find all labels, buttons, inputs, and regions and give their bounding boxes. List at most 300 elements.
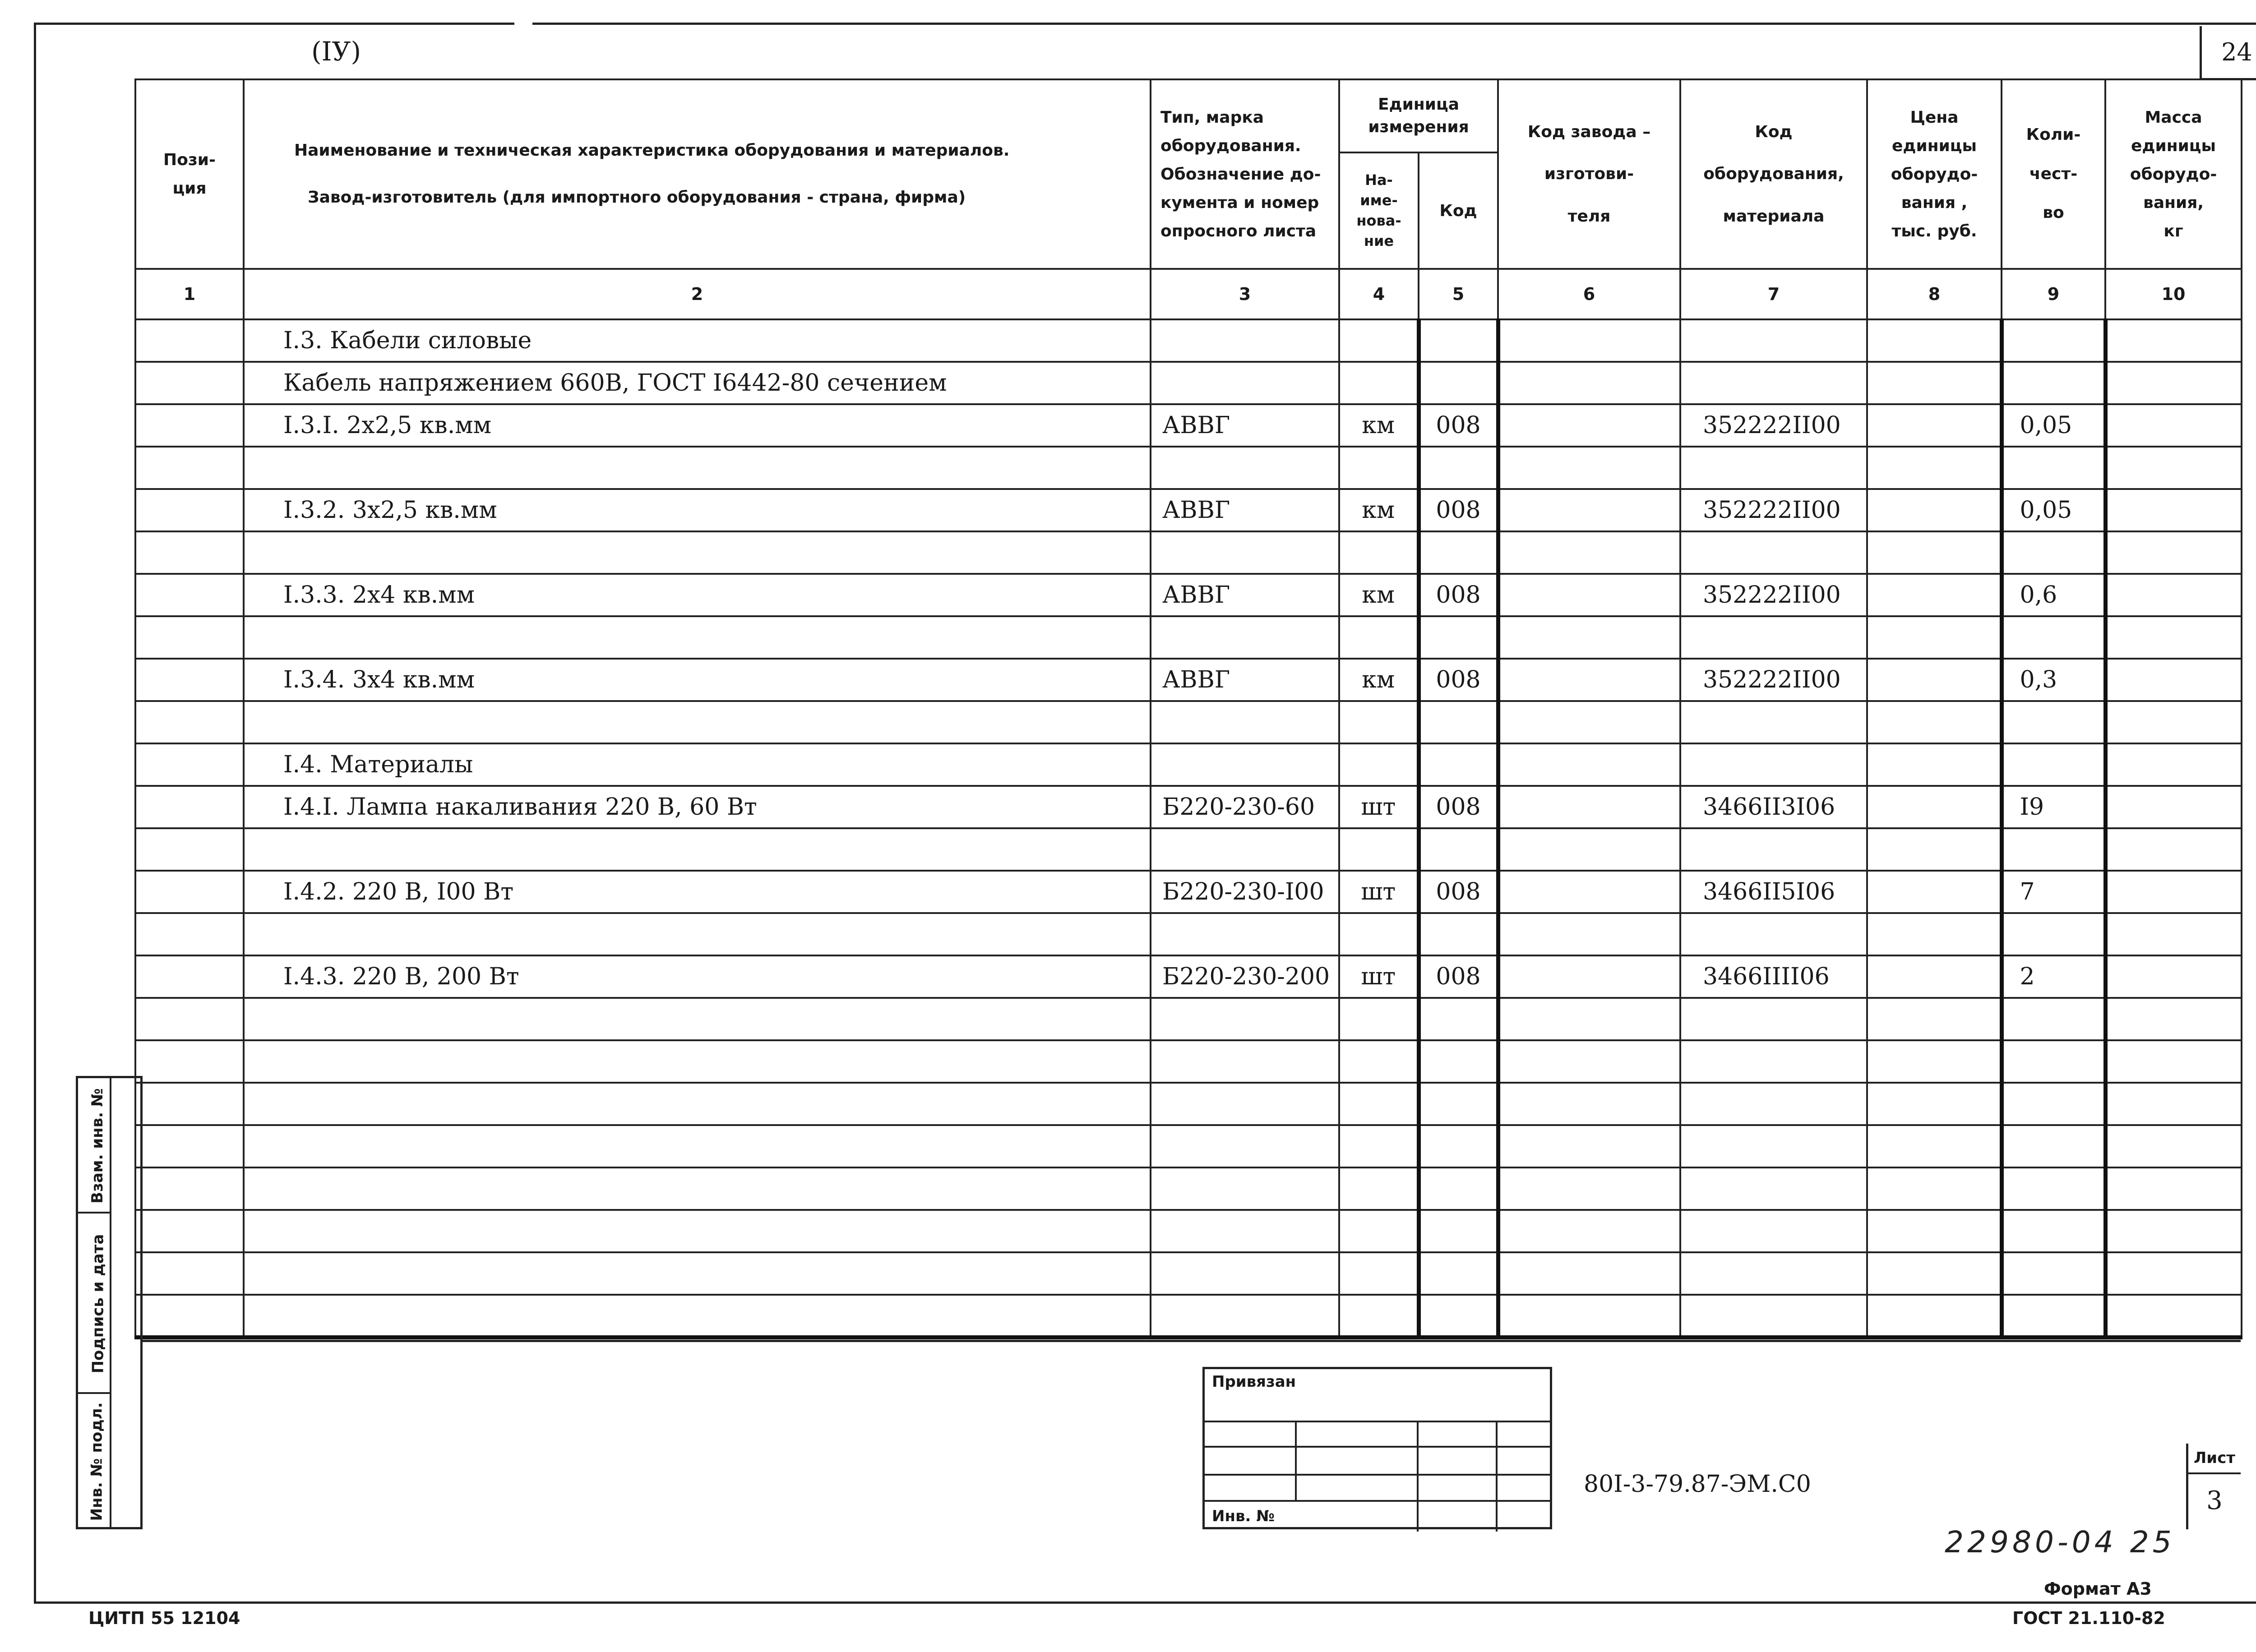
strip-label-sign-date: Подпись и дата — [89, 1234, 107, 1374]
header-mass: Масса единицы оборудо- вания, кг — [2105, 79, 2242, 269]
top-sheet-number: 24 — [2200, 26, 2256, 80]
factory-code-cell — [1498, 701, 1680, 743]
position-cell — [135, 828, 244, 871]
unit-code-cell — [1419, 319, 1498, 362]
position-cell — [135, 955, 244, 998]
mass-cell — [2105, 1252, 2242, 1295]
type-cell — [1151, 998, 1339, 1040]
price-cell — [1867, 1210, 2002, 1252]
factory-code-cell — [1498, 871, 1680, 913]
unit-cell — [1339, 743, 1419, 786]
unit-cell — [1339, 531, 1419, 574]
price-cell — [1867, 701, 2002, 743]
unit-cell — [1339, 319, 1419, 362]
mass-cell — [2105, 913, 2242, 955]
position-cell — [135, 362, 244, 404]
type-cell — [1151, 1210, 1339, 1252]
table-row-empty — [135, 998, 2242, 1040]
factory-code-cell — [1498, 404, 1680, 447]
col-number: 3 — [1151, 269, 1339, 319]
type-cell: Б220-230-200 — [1151, 955, 1339, 998]
header-name-line1: Наименование и техническая характеристика оборудования и материалов. — [294, 141, 1010, 160]
header-name-line2: Завод-изготовитель (для импортного оборудования - страна, фирма) — [308, 188, 966, 207]
strip-label-original: Инв. № подл. — [88, 1402, 106, 1521]
table-row — [135, 574, 2242, 616]
table-row — [135, 489, 2242, 531]
position-cell — [135, 574, 244, 616]
name-cell — [244, 447, 1151, 489]
name-cell — [244, 1125, 1151, 1167]
factory-code-cell — [1498, 1295, 1680, 1337]
equipment-code-cell: 352222II00 — [1680, 574, 1867, 616]
header-price: Цена единицы оборудо- вания , тыс. руб. — [1867, 79, 2002, 269]
name-cell: I.4.3. 220 В, 200 Вт — [244, 955, 1151, 998]
type-cell: АВВГ — [1151, 659, 1339, 701]
mass-cell — [2105, 786, 2242, 828]
equipment-code-cell — [1680, 319, 1867, 362]
header-equipment-code: Код оборудования, материала — [1680, 79, 1867, 269]
mass-cell — [2105, 616, 2242, 659]
position-cell — [135, 319, 244, 362]
price-cell — [1867, 404, 2002, 447]
price-cell — [1867, 319, 2002, 362]
sheet-value: 3 — [2206, 1486, 2223, 1515]
price-cell — [1867, 743, 2002, 786]
name-cell: I.3.2. 3х2,5 кв.мм — [244, 489, 1151, 531]
name-cell — [244, 998, 1151, 1040]
header-position: Пози- ция — [135, 79, 244, 269]
position-cell — [135, 998, 244, 1040]
type-cell — [1151, 1295, 1339, 1337]
mass-cell — [2105, 955, 2242, 998]
type-cell — [1151, 319, 1339, 362]
header-unit-code: Код — [1419, 152, 1498, 269]
unit-cell: км — [1339, 574, 1419, 616]
name-cell: I.4.I. Лампа накаливания 220 В, 60 Вт — [244, 786, 1151, 828]
table-row-empty — [135, 913, 2242, 955]
unit-code-cell — [1419, 447, 1498, 489]
mass-cell — [2105, 701, 2242, 743]
unit-cell — [1339, 1083, 1419, 1125]
position-cell — [135, 871, 244, 913]
quantity-cell — [2002, 1167, 2105, 1210]
table-row — [135, 319, 2242, 362]
unit-code-cell — [1419, 1295, 1498, 1337]
equipment-code-cell: 352222II00 — [1680, 489, 1867, 531]
position-cell — [135, 616, 244, 659]
unit-code-cell — [1419, 1040, 1498, 1083]
unit-code-cell: 008 — [1419, 786, 1498, 828]
unit-code-cell: 008 — [1419, 404, 1498, 447]
price-cell — [1867, 871, 2002, 913]
type-cell: АВВГ — [1151, 574, 1339, 616]
unit-code-cell — [1419, 616, 1498, 659]
factory-code-cell — [1498, 616, 1680, 659]
quantity-cell — [2002, 362, 2105, 404]
price-cell — [1867, 1167, 2002, 1210]
sheet-label: Лист — [2188, 1444, 2241, 1474]
equipment-code-cell — [1680, 998, 1867, 1040]
name-cell — [244, 913, 1151, 955]
factory-code-cell — [1498, 1252, 1680, 1295]
document-code: 80I-3-79.87-ЭМ.С0 — [1584, 1471, 1811, 1498]
price-cell — [1867, 913, 2002, 955]
price-cell — [1867, 447, 2002, 489]
table-row-empty — [135, 1252, 2242, 1295]
mass-cell — [2105, 1040, 2242, 1083]
table-row-empty — [135, 1125, 2242, 1167]
mass-cell — [2105, 871, 2242, 913]
quantity-cell — [2002, 447, 2105, 489]
mass-cell — [2105, 447, 2242, 489]
equipment-code-cell — [1680, 1295, 1867, 1337]
equipment-code-cell: 352222II00 — [1680, 659, 1867, 701]
mass-cell — [2105, 1083, 2242, 1125]
factory-code-cell — [1498, 319, 1680, 362]
position-cell — [135, 404, 244, 447]
unit-code-cell — [1419, 1252, 1498, 1295]
name-cell — [244, 1252, 1151, 1295]
unit-cell: шт — [1339, 871, 1419, 913]
table-row — [135, 743, 2242, 786]
name-cell — [244, 1295, 1151, 1337]
unit-code-cell — [1419, 1210, 1498, 1252]
table-row-empty — [135, 701, 2242, 743]
name-cell — [244, 616, 1151, 659]
factory-code-cell — [1498, 574, 1680, 616]
strip-cell-sign — [78, 1214, 110, 1394]
strip-label-replacement: Взам. инв. № — [88, 1088, 106, 1204]
factory-code-cell — [1498, 1040, 1680, 1083]
quantity-cell — [2002, 1083, 2105, 1125]
unit-code-cell — [1419, 531, 1498, 574]
price-cell — [1867, 574, 2002, 616]
unit-code-cell — [1419, 913, 1498, 955]
factory-code-cell — [1498, 531, 1680, 574]
format-label: Формат А3 — [2044, 1579, 2152, 1599]
name-cell — [244, 1083, 1151, 1125]
type-cell — [1151, 828, 1339, 871]
name-cell — [244, 1210, 1151, 1252]
price-cell — [1867, 362, 2002, 404]
equipment-code-cell: 3466II3I06 — [1680, 786, 1867, 828]
equipment-code-cell — [1680, 616, 1867, 659]
name-cell: I.4. Материалы — [244, 743, 1151, 786]
unit-cell — [1339, 1040, 1419, 1083]
unit-cell — [1339, 447, 1419, 489]
table-row-empty — [135, 1295, 2242, 1337]
quantity-cell — [2002, 1295, 2105, 1337]
position-cell — [135, 531, 244, 574]
type-cell: Б220-230-60 — [1151, 786, 1339, 828]
factory-code-cell — [1498, 786, 1680, 828]
type-cell — [1151, 701, 1339, 743]
name-cell — [244, 701, 1151, 743]
col-number: 6 — [1498, 269, 1680, 319]
quantity-cell — [2002, 828, 2105, 871]
quantity-cell: I9 — [2002, 786, 2105, 828]
quantity-cell — [2002, 701, 2105, 743]
position-cell — [135, 701, 244, 743]
factory-code-cell — [1498, 743, 1680, 786]
unit-code-cell — [1419, 828, 1498, 871]
unit-code-cell: 008 — [1419, 489, 1498, 531]
type-cell — [1151, 616, 1339, 659]
price-cell — [1867, 1040, 2002, 1083]
unit-cell — [1339, 701, 1419, 743]
quantity-cell — [2002, 1252, 2105, 1295]
equipment-code-cell — [1680, 1210, 1867, 1252]
position-cell — [135, 913, 244, 955]
factory-code-cell — [1498, 828, 1680, 871]
price-cell — [1867, 1295, 2002, 1337]
unit-code-cell: 008 — [1419, 659, 1498, 701]
name-cell: I.3.I. 2х2,5 кв.мм — [244, 404, 1151, 447]
header-name — [244, 79, 1151, 269]
type-cell: Б220-230-I00 — [1151, 871, 1339, 913]
equipment-code-cell — [1680, 531, 1867, 574]
factory-code-cell — [1498, 1210, 1680, 1252]
quantity-cell: 7 — [2002, 871, 2105, 913]
unit-code-cell: 008 — [1419, 574, 1498, 616]
mass-cell — [2105, 489, 2242, 531]
equipment-code-cell — [1680, 1125, 1867, 1167]
price-cell — [1867, 1125, 2002, 1167]
position-cell — [135, 659, 244, 701]
mass-cell — [2105, 743, 2242, 786]
unit-cell — [1339, 913, 1419, 955]
position-cell — [135, 1252, 244, 1295]
header-type: Тип, марка оборудования. Обозначение до- кумента и номер опросного листа — [1151, 79, 1339, 269]
price-cell — [1867, 616, 2002, 659]
quantity-cell: 0,05 — [2002, 404, 2105, 447]
mass-cell — [2105, 362, 2242, 404]
equipment-code-cell: 3466IIII06 — [1680, 955, 1867, 998]
type-cell — [1151, 1167, 1339, 1210]
equipment-code-cell — [1680, 828, 1867, 871]
unit-cell — [1339, 616, 1419, 659]
specification-body — [135, 319, 2242, 1337]
table-row — [135, 404, 2242, 447]
equipment-code-cell — [1680, 362, 1867, 404]
unit-code-cell — [1419, 743, 1498, 786]
factory-code-cell — [1498, 1083, 1680, 1125]
type-cell — [1151, 362, 1339, 404]
mass-cell — [2105, 1167, 2242, 1210]
unit-cell — [1339, 1252, 1419, 1295]
table-row-empty — [135, 1167, 2242, 1210]
equipment-code-cell — [1680, 1252, 1867, 1295]
strip-cell-original — [78, 1394, 110, 1532]
equipment-code-cell — [1680, 1167, 1867, 1210]
type-cell — [1151, 743, 1339, 786]
name-cell: Кабель напряжением 660В, ГОСТ I6442-80 сечением — [244, 362, 1151, 404]
citp-label: ЦИТП 55 12104 — [88, 1608, 240, 1628]
quantity-cell — [2002, 531, 2105, 574]
unit-code-cell — [1419, 1125, 1498, 1167]
equipment-code-cell — [1680, 1040, 1867, 1083]
table-row-empty — [135, 616, 2242, 659]
header-unit-name: На- име- нова- ние — [1339, 152, 1419, 269]
name-cell — [244, 828, 1151, 871]
position-cell — [135, 1210, 244, 1252]
position-cell — [135, 743, 244, 786]
name-cell — [244, 1167, 1151, 1210]
name-cell: I.3.3. 2х4 кв.мм — [244, 574, 1151, 616]
table-row — [135, 659, 2242, 701]
name-cell — [244, 1040, 1151, 1083]
mass-cell — [2105, 828, 2242, 871]
strip-cell-replacement — [78, 1078, 110, 1214]
mass-cell — [2105, 404, 2242, 447]
equipment-code-cell: 352222II00 — [1680, 404, 1867, 447]
header-unit-group: Единица измерения — [1339, 79, 1498, 152]
quantity-cell — [2002, 1210, 2105, 1252]
privyazan-block — [1202, 1367, 1552, 1529]
table-row-empty — [135, 828, 2242, 871]
stamp-strip — [76, 1076, 143, 1529]
position-cell — [135, 1167, 244, 1210]
price-cell — [1867, 828, 2002, 871]
factory-code-cell — [1498, 489, 1680, 531]
unit-code-cell: 008 — [1419, 871, 1498, 913]
inv-no-label: Инв. № — [1212, 1507, 1275, 1525]
section-mark: (IУ) — [311, 36, 361, 67]
mass-cell — [2105, 1295, 2242, 1337]
quantity-cell — [2002, 319, 2105, 362]
equipment-code-cell: 3466II5I06 — [1680, 871, 1867, 913]
price-cell — [1867, 955, 2002, 998]
unit-cell — [1339, 998, 1419, 1040]
unit-cell — [1339, 828, 1419, 871]
name-cell — [244, 531, 1151, 574]
title-block — [143, 1340, 2241, 1529]
name-cell: I.3.4. 3х4 кв.мм — [244, 659, 1151, 701]
name-cell: I.4.2. 220 В, I00 Вт — [244, 871, 1151, 913]
col-number: 4 — [1339, 269, 1419, 319]
factory-code-cell — [1498, 659, 1680, 701]
position-cell — [135, 1083, 244, 1125]
col-number: 8 — [1867, 269, 2002, 319]
table-row — [135, 955, 2242, 998]
mass-cell — [2105, 319, 2242, 362]
factory-code-cell — [1498, 1167, 1680, 1210]
position-cell — [135, 1040, 244, 1083]
unit-cell — [1339, 1167, 1419, 1210]
type-cell — [1151, 1125, 1339, 1167]
position-cell — [135, 1295, 244, 1337]
mass-cell — [2105, 659, 2242, 701]
price-cell — [1867, 531, 2002, 574]
type-cell — [1151, 1083, 1339, 1125]
table-row — [135, 871, 2242, 913]
equipment-code-cell — [1680, 701, 1867, 743]
unit-cell: км — [1339, 659, 1419, 701]
table-row-empty — [135, 1040, 2242, 1083]
position-cell — [135, 489, 244, 531]
factory-code-cell — [1498, 998, 1680, 1040]
unit-cell: км — [1339, 489, 1419, 531]
header-factory-code: Код завода – изготови- теля — [1498, 79, 1680, 269]
unit-cell — [1339, 362, 1419, 404]
factory-code-cell — [1498, 1125, 1680, 1167]
col-number: 1 — [135, 269, 244, 319]
unit-cell — [1339, 1295, 1419, 1337]
col-number: 9 — [2002, 269, 2105, 319]
type-cell: АВВГ — [1151, 489, 1339, 531]
sheet-box — [2186, 1444, 2241, 1529]
mass-cell — [2105, 1210, 2242, 1252]
col-number: 5 — [1419, 269, 1498, 319]
gost-label: ГОСТ 21.110-82 — [2012, 1608, 2165, 1628]
unit-cell: км — [1339, 404, 1419, 447]
unit-code-cell — [1419, 1083, 1498, 1125]
handwritten-archive-number: 22980-04 25 — [1945, 1525, 2175, 1560]
table-row-empty — [135, 1083, 2242, 1125]
unit-cell: шт — [1339, 955, 1419, 998]
col-number: 10 — [2105, 269, 2242, 319]
position-cell — [135, 786, 244, 828]
quantity-cell: 0,6 — [2002, 574, 2105, 616]
name-cell: I.3. Кабели силовые — [244, 319, 1151, 362]
type-cell — [1151, 1252, 1339, 1295]
mass-cell — [2105, 574, 2242, 616]
mass-cell — [2105, 1125, 2242, 1167]
specification-table — [134, 78, 2242, 1339]
factory-code-cell — [1498, 447, 1680, 489]
equipment-code-cell — [1680, 743, 1867, 786]
table-row — [135, 786, 2242, 828]
unit-cell — [1339, 1210, 1419, 1252]
frame-gap — [514, 20, 532, 26]
table-row-empty — [135, 1210, 2242, 1252]
unit-code-cell — [1419, 1167, 1498, 1210]
type-cell — [1151, 447, 1339, 489]
header-quantity: Коли- чест- во — [2002, 79, 2105, 269]
table-row — [135, 362, 2242, 404]
col-number: 7 — [1680, 269, 1867, 319]
price-cell — [1867, 1083, 2002, 1125]
position-cell — [135, 447, 244, 489]
price-cell — [1867, 786, 2002, 828]
equipment-code-cell — [1680, 447, 1867, 489]
quantity-cell — [2002, 1125, 2105, 1167]
price-cell — [1867, 659, 2002, 701]
unit-code-cell — [1419, 362, 1498, 404]
unit-code-cell — [1419, 701, 1498, 743]
type-cell — [1151, 913, 1339, 955]
type-cell — [1151, 1040, 1339, 1083]
quantity-cell: 0,3 — [2002, 659, 2105, 701]
table-row-empty — [135, 531, 2242, 574]
quantity-cell — [2002, 743, 2105, 786]
table-row-empty — [135, 447, 2242, 489]
quantity-cell — [2002, 913, 2105, 955]
quantity-cell: 0,05 — [2002, 489, 2105, 531]
factory-code-cell — [1498, 955, 1680, 998]
factory-code-cell — [1498, 913, 1680, 955]
col-number: 2 — [244, 269, 1151, 319]
equipment-code-cell — [1680, 913, 1867, 955]
type-cell — [1151, 531, 1339, 574]
quantity-cell — [2002, 616, 2105, 659]
privyazan-label: Привязан — [1212, 1373, 1296, 1391]
price-cell — [1867, 998, 2002, 1040]
mass-cell — [2105, 998, 2242, 1040]
unit-code-cell — [1419, 998, 1498, 1040]
price-cell — [1867, 489, 2002, 531]
equipment-code-cell — [1680, 1083, 1867, 1125]
